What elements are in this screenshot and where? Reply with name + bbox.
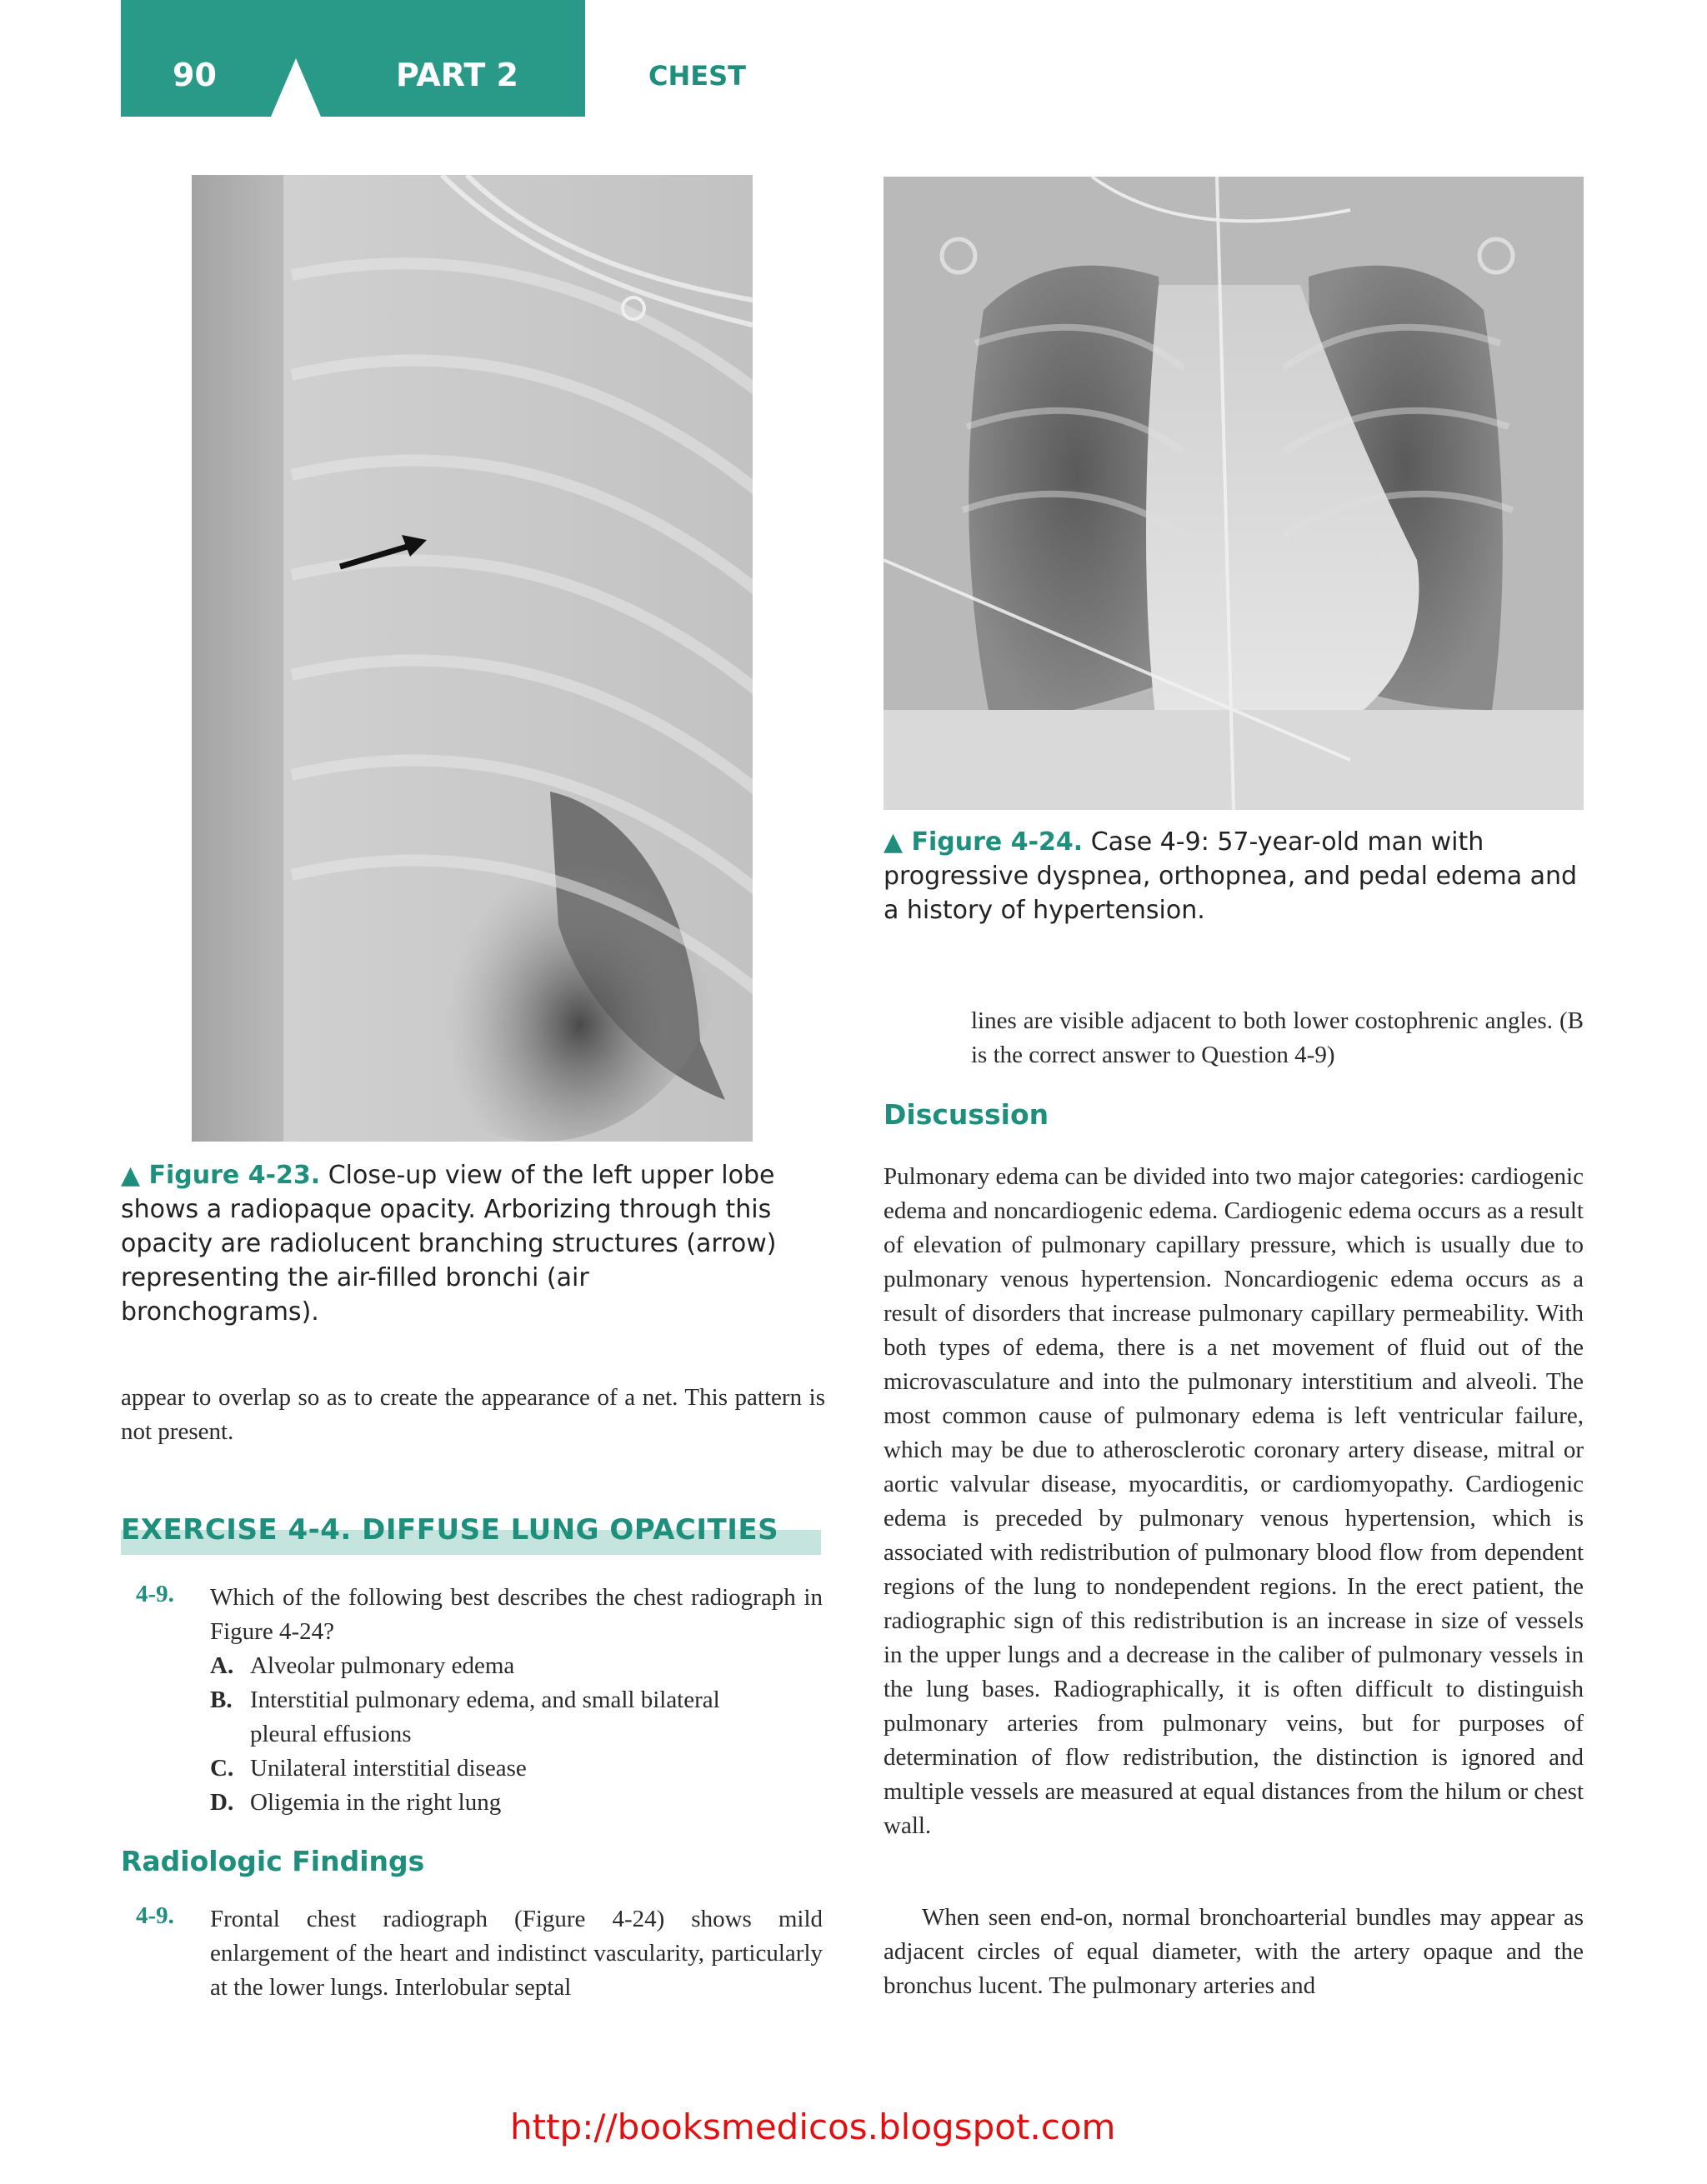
part-label: PART 2: [396, 57, 518, 93]
section-label: CHEST: [648, 60, 746, 92]
question-number: 4-9.: [136, 1581, 174, 1607]
discussion-paragraph-2: When seen end-on, normal bronchoarterial bundles may appear as adjacent circles of equal diameter, with the artery opaque and the bronchus lucent. The pulmonary arteries and: [884, 1904, 1584, 1999]
left-continuation-paragraph: appear to overlap so as to create the appearance of a net. This pattern is not present.: [121, 1384, 825, 1445]
footer-url-link[interactable]: http://booksmedicos.blogspot.com: [510, 2107, 1116, 2147]
header-notch: [271, 58, 321, 117]
findings-text: Frontal chest radiograph (Figure 4-24) shows mild enlargement of the heart and indistinct vascularity, particularly at the lower lungs. Interlobular septal: [210, 1906, 823, 2001]
caption-text: Case 4-9: 57-year-old man with progressive dyspnea, orthopnea, and pedal edema and a history of hypertension.: [884, 827, 1578, 925]
figure-4-23-image: [192, 175, 753, 1142]
findings-number: 4-9.: [136, 1902, 174, 1929]
question-stem: Which of the following best describes the chest radiograph in Figure 4-24?: [210, 1584, 823, 1645]
page-number: 90: [173, 57, 217, 93]
option-letter: C.: [210, 1755, 234, 1782]
xray-frontal-chest: [884, 177, 1584, 810]
option-text: Interstitial pulmonary edema, and small bilateral: [250, 1687, 720, 1713]
option-text: Unilateral interstitial disease: [250, 1755, 527, 1782]
discussion-paragraph-1: Pulmonary edema can be divided into two major categories: cardiogenic edema and noncardiogenic edema. Cardiogenic edema occurs as a result of elevation of pulmonary capillary pressure, which is usually due to pulmonary venous hypertension. Noncardiogenic edema occurs as a result of disorders that increase pulmonary capillary permeability. With both types of edema, there is a net movement of fluid out of the microvasculature and into the pulmonary interstitium and alveoli. The most common cause of pulmonary edema is left ventricular failure, which may be due to atherosclerotic coronary artery disease, mitral or aortic valvular disease, myocarditis, or cardiomyopathy. Cardiogenic edema is preceded by pulmonary venous hypertension, which is associated with redistribution of pulmonary blood flow from dependent regions of the lung to nondependent regions. In the erect patient, the radiographic sign of this redistribution is an increase in size of vessels in the upper lungs and a decrease in the caliber of pulmonary vessels in the lung bases. Radiographically, it is often difficult to distinguish pulmonary arteries from pulmonary veins, but for purposes of determination of flow redistribution, the distinction is ignored and multiple vessels are measured at equal distances from the hilum or chest wall.: [884, 1163, 1584, 1839]
option-c: [210, 1752, 527, 1786]
xray-left-upper-lobe: [192, 175, 753, 1142]
option-text-continued: pleural effusions: [250, 1721, 412, 1747]
figure-label: ▲ Figure 4-24.: [884, 827, 1084, 857]
option-text: Oligemia in the right lung: [250, 1789, 502, 1816]
caption-text: Close-up view of the left upper lobe shows a radiopaque opacity. Arborizing through this opacity are radiolucent branching structures (arrow) representing the air-filled bronchi (air bronchograms).: [121, 1161, 777, 1327]
option-b: [210, 1683, 827, 1752]
right-continuation-paragraph: lines are visible adjacent to both lower costophrenic angles. (B is the correct answer to Question 4-9): [971, 1007, 1584, 1068]
figure-4-24-image: [884, 177, 1584, 810]
exercise-title: EXERCISE 4-4. DIFFUSE LUNG OPACITIES: [121, 1513, 779, 1547]
figure-label: ▲ Figure 4-23.: [121, 1161, 321, 1190]
option-letter: D.: [210, 1789, 234, 1816]
option-a: [210, 1649, 514, 1683]
option-letter: A.: [210, 1652, 234, 1679]
radiologic-findings-title: Radiologic Findings: [121, 1845, 425, 1877]
option-d: [210, 1786, 501, 1820]
option-letter: B.: [210, 1687, 233, 1713]
figure-4-24-caption: [884, 825, 1592, 927]
discussion-title: Discussion: [884, 1098, 1049, 1131]
figure-4-23-caption: [121, 1158, 788, 1329]
option-text: Alveolar pulmonary edema: [250, 1652, 515, 1679]
